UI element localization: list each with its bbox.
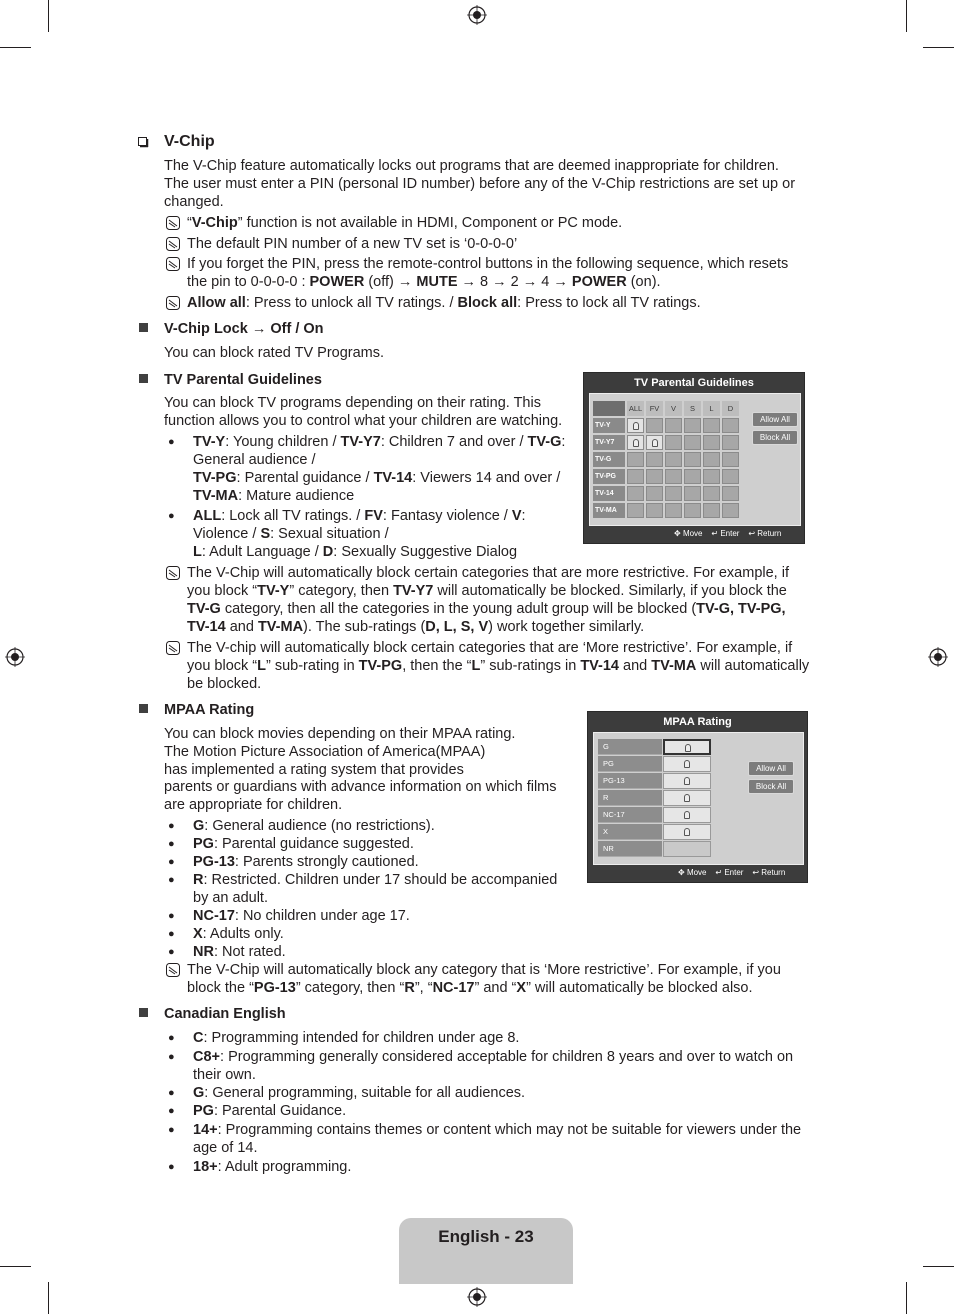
- rich-text: : Adult Language /: [201, 544, 323, 560]
- grid-column-header: S: [684, 401, 701, 416]
- note-text: : Press to unlock all TV ratings. /: [245, 295, 458, 311]
- rating-cell[interactable]: [703, 503, 720, 518]
- note-line: [187, 273, 661, 291]
- rich-bold: TV-G: [187, 601, 221, 617]
- lock-icon: [633, 439, 639, 447]
- item-text: : Parental guidance suggested.: [213, 836, 414, 852]
- description: parents or guardians with advance information on which films: [164, 779, 557, 795]
- return-icon: ↩: [752, 868, 760, 877]
- grid-corner: [593, 401, 625, 416]
- item-code: PG: [193, 836, 214, 852]
- rating-cell[interactable]: [684, 469, 701, 484]
- grid-column-header: L: [703, 401, 720, 416]
- bullet-icon: ●: [168, 1051, 175, 1063]
- bullet-icon: ●: [168, 874, 175, 886]
- note-bold: POWER: [309, 274, 365, 290]
- item-text: their own.: [193, 1067, 256, 1083]
- note-line: be blocked.: [187, 676, 262, 692]
- crop-mark: [48, 1282, 49, 1314]
- rating-cell[interactable]: [665, 435, 682, 450]
- enter-icon: ↵: [715, 868, 723, 877]
- bullet-line: [193, 543, 517, 561]
- rich-bold: TV-14: [373, 470, 413, 486]
- subsection-heading: Canadian English: [164, 1006, 286, 1022]
- item-text: : Not rated.: [213, 944, 286, 960]
- note-line: [187, 657, 809, 675]
- intro-line: The V-Chip feature automatically locks out programs that are deemed inappropriate for children.: [164, 158, 779, 174]
- bullet-icon: ●: [168, 1032, 175, 1044]
- description: You can block TV programs depending on their rating. This: [164, 395, 541, 411]
- bullet-icon: ●: [168, 910, 175, 922]
- bullet-icon: ●: [168, 838, 175, 850]
- lock-icon: [684, 828, 690, 836]
- note-bold: MUTE: [416, 274, 458, 290]
- subsection-heading: TV Parental Guidelines: [164, 372, 322, 388]
- rich-bold: TV-Y: [257, 583, 290, 599]
- rich-text: : Sexually Suggestive Dialog: [333, 544, 518, 560]
- note-text: the pin to 0-0-0-0 :: [187, 274, 310, 290]
- rich-bold: TV-Y7: [393, 583, 434, 599]
- osd-footer: [678, 868, 785, 878]
- mpaa-row-label: NC-17: [598, 807, 662, 823]
- rating-cell[interactable]: [684, 486, 701, 501]
- allow-all-button[interactable]: Allow All: [748, 761, 794, 776]
- rich-text: : Mature audience: [238, 488, 355, 504]
- crop-mark: [0, 47, 31, 48]
- rich-text: Violence /: [193, 526, 261, 542]
- bullet-line: [193, 507, 526, 525]
- rating-cell[interactable]: [703, 418, 720, 433]
- bullet-line: [193, 433, 565, 451]
- note-icon: [166, 257, 180, 271]
- list-item: [193, 1066, 256, 1084]
- grid-row-label: TV-14: [593, 486, 625, 501]
- heading-value: Off / On: [270, 321, 324, 337]
- square-bullet-icon: [139, 704, 148, 713]
- rich-bold: TV-MA: [257, 619, 304, 635]
- subsection-heading: MPAA Rating: [164, 702, 255, 718]
- osd-title: TV Parental Guidelines: [634, 377, 754, 389]
- item-text: : Restricted. Children under 17 should be accompanied: [203, 872, 558, 888]
- item-code: PG-13: [193, 854, 235, 870]
- note-bold: Allow all: [187, 295, 246, 311]
- mpaa-row-label: PG-13: [598, 773, 662, 789]
- footer-return: Return: [761, 868, 786, 877]
- item-text: : Parents strongly cautioned.: [234, 854, 419, 870]
- rich-bold: L: [193, 544, 202, 560]
- lock-icon: [684, 811, 690, 819]
- grid-column-header: FV: [646, 401, 663, 416]
- footer-enter: Enter: [720, 529, 740, 538]
- rating-cell[interactable]: [646, 452, 663, 467]
- item-code: X: [193, 926, 203, 942]
- bullet-icon: ●: [168, 1105, 175, 1117]
- footer-enter: Enter: [724, 868, 744, 877]
- note-line: [187, 618, 644, 636]
- mpaa-row-label: G: [598, 739, 662, 755]
- item-code: PG: [193, 1103, 214, 1119]
- rating-cell[interactable]: [646, 469, 663, 484]
- rich-bold: L: [257, 658, 266, 674]
- rating-cell[interactable]: [627, 435, 644, 450]
- rich-text: :: [561, 434, 566, 450]
- grid-row-label: TV-Y7: [593, 435, 625, 450]
- item-code: C8+: [193, 1049, 221, 1065]
- page-number: English - 23: [438, 1227, 534, 1246]
- list-item: [193, 835, 414, 853]
- rich-text: will automatically be blocked. Similarly, if you block the: [433, 583, 787, 599]
- rich-bold: D, L, S, V: [425, 619, 489, 635]
- rich-text: ) work together similarly.: [488, 619, 645, 635]
- item-code: 14+: [193, 1122, 218, 1138]
- note-line: If you forget the PIN, press the remote-control buttons in the following sequence, which resets: [187, 256, 789, 272]
- rich-text: you block “: [187, 658, 258, 674]
- rich-bold: TV-G: [527, 434, 562, 450]
- crop-mark: [906, 1282, 907, 1314]
- rich-text: ” sub-rating in: [265, 658, 359, 674]
- rich-text: category, then all the categories in the young adult group will be blocked (: [220, 601, 697, 617]
- note-bold: POWER: [571, 274, 627, 290]
- description: You can block movies depending on their MPAA rating.: [164, 726, 516, 742]
- mpaa-lock-cell[interactable]: [663, 790, 711, 806]
- mpaa-row-label: X: [598, 824, 662, 840]
- note-line: [187, 582, 787, 600]
- mpaa-lock-cell[interactable]: [663, 739, 711, 755]
- rating-cell[interactable]: [646, 418, 663, 433]
- move-icon: ✥: [674, 529, 681, 538]
- registration-mark-icon: [5, 647, 25, 667]
- rating-cell[interactable]: [722, 418, 739, 433]
- item-code: NC-17: [193, 908, 235, 924]
- note-text: ” function is not available in HDMI, Component or PC mode.: [237, 215, 623, 231]
- rating-cell[interactable]: [627, 418, 644, 433]
- rich-text: ). The sub-ratings (: [303, 619, 426, 635]
- item-text: : Parental Guidance.: [213, 1103, 347, 1119]
- rich-bold: FV: [364, 508, 383, 524]
- rich-text: : Young children /: [225, 434, 341, 450]
- grid-row-label: TV-Y: [593, 418, 625, 433]
- list-item: [193, 889, 268, 907]
- rating-cell[interactable]: [665, 418, 682, 433]
- note-line: [187, 214, 622, 232]
- rich-text: ” category, then: [289, 583, 394, 599]
- mpaa-row-label: R: [598, 790, 662, 806]
- rich-text: ” category, then “: [295, 980, 405, 996]
- item-text: : Adult programming.: [217, 1159, 352, 1175]
- enter-icon: ↵: [711, 529, 719, 538]
- checkbox-icon: [138, 137, 149, 148]
- bullet-icon: ●: [168, 820, 175, 832]
- grid-column-header: D: [722, 401, 739, 416]
- crop-mark: [0, 1266, 31, 1267]
- subsection-heading: [164, 320, 324, 338]
- note-line: [187, 979, 753, 997]
- rich-bold: TV-MA: [651, 658, 697, 674]
- rating-cell[interactable]: [627, 486, 644, 501]
- bullet-icon: ●: [168, 1124, 175, 1136]
- bullet-line: [193, 469, 560, 487]
- mpaa-row-label: PG: [598, 756, 662, 772]
- item-text: age of 14.: [193, 1140, 258, 1156]
- mpaa-osd: [587, 711, 808, 883]
- note-line: The default PIN number of a new TV set is ‘0-0-0-0’: [187, 236, 518, 252]
- note-line: The V-chip will automatically block certain categories that are ‘More restrictive’. For example, if: [187, 640, 793, 656]
- list-item: [193, 925, 284, 943]
- grid-row-label: TV-MA: [593, 503, 625, 518]
- bullet-line: [193, 525, 389, 543]
- osd-footer: [674, 529, 781, 539]
- rich-text: will automatically: [696, 658, 810, 674]
- grid-column-header: ALL: [627, 401, 644, 416]
- item-text: : General audience (no restrictions).: [204, 818, 435, 834]
- description: The Motion Picture Association of America(MPAA): [164, 744, 486, 760]
- mpaa-lock-cell[interactable]: [663, 824, 711, 840]
- bullet-icon: ●: [168, 510, 175, 522]
- rating-cell[interactable]: [684, 452, 701, 467]
- lock-icon: [652, 439, 658, 447]
- return-icon: ↩: [748, 529, 756, 538]
- rich-bold: PG-13: [253, 980, 296, 996]
- rich-bold: TV-Y7: [340, 434, 381, 450]
- rating-cell[interactable]: [684, 435, 701, 450]
- item-code: 18+: [193, 1159, 218, 1175]
- rating-cell[interactable]: [722, 486, 739, 501]
- bullet-icon: ●: [168, 928, 175, 940]
- note-icon: [166, 641, 180, 655]
- osd-panel: [593, 732, 804, 865]
- crop-mark: [923, 1266, 954, 1267]
- rich-bold: S: [260, 526, 271, 542]
- mpaa-lock-cell[interactable]: [663, 773, 711, 789]
- list-item: [193, 1029, 519, 1047]
- item-text: : Adults only.: [202, 926, 284, 942]
- bullet-icon: ●: [168, 436, 175, 448]
- rating-cell[interactable]: [627, 452, 644, 467]
- rich-text: : Lock all TV ratings. /: [221, 508, 365, 524]
- rich-text: and: [619, 658, 652, 674]
- rating-cell[interactable]: [646, 486, 663, 501]
- bullet-line: [193, 487, 354, 505]
- item-text: : No children under age 17.: [234, 908, 410, 924]
- bullet-icon: ●: [168, 1087, 175, 1099]
- mpaa-lock-cell[interactable]: [663, 756, 711, 772]
- rich-bold: X: [516, 980, 527, 996]
- crop-mark: [923, 47, 954, 48]
- rich-text: : Sexual situation /: [270, 526, 389, 542]
- arrow-text: →: [247, 321, 271, 337]
- osd-title: MPAA Rating: [663, 716, 732, 728]
- note-line: [187, 600, 786, 618]
- rating-cell[interactable]: [722, 503, 739, 518]
- item-text: : Programming intended for children under age 8.: [203, 1030, 520, 1046]
- rating-cell[interactable]: [665, 486, 682, 501]
- lock-icon: [684, 794, 690, 802]
- rich-text: you block “: [187, 583, 258, 599]
- rich-bold: TV-PG: [358, 658, 403, 674]
- rating-cell[interactable]: [703, 486, 720, 501]
- rich-bold: TV-PG: [193, 470, 237, 486]
- list-item: [193, 1121, 801, 1139]
- lock-icon: [633, 422, 639, 430]
- move-icon: ✥: [678, 868, 685, 877]
- item-code: NR: [193, 944, 214, 960]
- rating-cell[interactable]: [684, 503, 701, 518]
- crop-mark: [906, 0, 907, 32]
- list-item: [193, 1102, 346, 1120]
- note-text: → 8 → 2 → 4 →: [457, 274, 572, 290]
- footer-move: Move: [686, 868, 707, 877]
- rich-text: : Children 7 and over /: [380, 434, 528, 450]
- list-item: [193, 853, 419, 871]
- crop-mark: [48, 0, 49, 32]
- block-all-button[interactable]: Block All: [752, 430, 798, 445]
- item-code: C: [193, 1030, 204, 1046]
- description: has implemented a rating system that provides: [164, 762, 464, 778]
- item-text: : General programming, suitable for all audiences.: [204, 1085, 526, 1101]
- item-text: : Programming contains themes or content which may not be suitable for viewers under the: [217, 1122, 802, 1138]
- mpaa-lock-cell[interactable]: [663, 807, 711, 823]
- lock-icon: [685, 744, 691, 752]
- description: are appropriate for children.: [164, 797, 343, 813]
- footer-return: Return: [757, 529, 782, 538]
- intro-line: changed.: [164, 194, 224, 210]
- rating-cell[interactable]: [722, 452, 739, 467]
- mpaa-lock-cell[interactable]: [663, 841, 711, 857]
- list-item: [193, 871, 557, 889]
- rating-cell[interactable]: [703, 435, 720, 450]
- rating-cell[interactable]: [665, 503, 682, 518]
- rich-text: ” sub-ratings in: [480, 658, 581, 674]
- bullet-icon: ●: [168, 946, 175, 958]
- square-bullet-icon: [139, 323, 148, 332]
- rich-bold: TV-MA: [193, 488, 239, 504]
- rating-cell[interactable]: [665, 452, 682, 467]
- rich-bold: TV-Y: [193, 434, 226, 450]
- rich-bold: NC-17: [432, 980, 475, 996]
- note-bold: V-Chip: [191, 215, 238, 231]
- item-code: R: [193, 872, 204, 888]
- rich-text: :: [521, 508, 526, 524]
- note-icon: [166, 963, 180, 977]
- note-icon: [166, 566, 180, 580]
- item-code: G: [193, 1085, 205, 1101]
- rich-bold: TV-G, TV-PG,: [696, 601, 786, 617]
- square-bullet-icon: [139, 374, 148, 383]
- list-item: [193, 1139, 258, 1157]
- description: You can block rated TV Programs.: [164, 345, 385, 361]
- rich-bold: TV-14: [187, 619, 226, 635]
- allow-all-button[interactable]: Allow All: [752, 412, 798, 427]
- tv-guidelines-osd: [583, 372, 805, 544]
- grid-row-label: TV-G: [593, 452, 625, 467]
- osd-panel: [589, 393, 801, 526]
- mpaa-row-label: NR: [598, 841, 662, 857]
- rating-cell[interactable]: [627, 469, 644, 484]
- lock-icon: [684, 777, 690, 785]
- rich-bold: R: [404, 980, 415, 996]
- bullet-icon: ●: [168, 1161, 175, 1173]
- item-text: by an adult.: [193, 890, 268, 906]
- rating-cell[interactable]: [722, 435, 739, 450]
- rating-cell[interactable]: [665, 469, 682, 484]
- heading-text: V-Chip Lock: [164, 321, 248, 337]
- rich-bold: D: [322, 544, 334, 560]
- grid-column-header: V: [665, 401, 682, 416]
- list-item: [193, 1158, 351, 1176]
- rich-text: ” and “: [474, 980, 517, 996]
- bullet-line: General audience /: [193, 452, 316, 468]
- rich-text: : Fantasy violence /: [382, 508, 512, 524]
- registration-mark-icon: [467, 5, 487, 25]
- grid-row-label: TV-PG: [593, 469, 625, 484]
- rich-text: ” will automatically be blocked also.: [526, 980, 753, 996]
- note-icon: [166, 237, 180, 251]
- rating-cell[interactable]: [703, 469, 720, 484]
- note-icon: [166, 296, 180, 310]
- rich-text: : Viewers 14 and over /: [412, 470, 561, 486]
- list-item: [193, 817, 435, 835]
- rating-cell[interactable]: [703, 452, 720, 467]
- item-text: : Programming generally considered acceptable for children 8 years and over to watch on: [220, 1049, 794, 1065]
- rich-text: , then the “: [402, 658, 472, 674]
- intro-line: The user must enter a PIN (personal ID number) before any of the V-Chip restrictions are set up or: [164, 176, 796, 192]
- rating-cell[interactable]: [646, 435, 663, 450]
- list-item: [193, 1048, 793, 1066]
- rich-text: ”, “: [414, 980, 433, 996]
- rich-text: : Parental guidance /: [236, 470, 374, 486]
- registration-mark-icon: [928, 647, 948, 667]
- section-title: V-Chip: [164, 133, 215, 150]
- rich-bold: ALL: [193, 508, 222, 524]
- list-item: [193, 943, 286, 961]
- bullet-icon: ●: [168, 856, 175, 868]
- list-item: [193, 1084, 525, 1102]
- rating-cell[interactable]: [684, 418, 701, 433]
- rating-cell[interactable]: [722, 469, 739, 484]
- note-line: The V-Chip will automatically block any category that is ‘More restrictive’. For example, if you: [187, 962, 781, 978]
- block-all-button[interactable]: Block All: [748, 779, 794, 794]
- rich-bold: L: [471, 658, 481, 674]
- rich-text: block the “: [187, 980, 254, 996]
- rating-cell[interactable]: [627, 503, 644, 518]
- note-text: (off) →: [364, 274, 417, 290]
- square-bullet-icon: [139, 1008, 148, 1017]
- list-item: [193, 907, 410, 925]
- registration-mark-icon: [467, 1287, 487, 1307]
- note-line: The V-Chip will automatically block certain categories that are more restrictive. For example, if: [187, 565, 789, 581]
- description: function allows you to control what your children are watching.: [164, 413, 563, 429]
- note-text: (on).: [626, 274, 661, 290]
- note-bold: Block all: [457, 295, 518, 311]
- note-line: [187, 294, 701, 312]
- rich-text: and: [225, 619, 258, 635]
- note-text: : Press to lock all TV ratings.: [517, 295, 701, 311]
- item-code: G: [193, 818, 205, 834]
- rating-cell[interactable]: [646, 503, 663, 518]
- note-text: “: [187, 215, 192, 231]
- note-icon: [166, 216, 180, 230]
- rich-bold: TV-14: [580, 658, 619, 674]
- footer-move: Move: [682, 529, 703, 538]
- rich-bold: V: [511, 508, 522, 524]
- lock-icon: [684, 760, 690, 768]
